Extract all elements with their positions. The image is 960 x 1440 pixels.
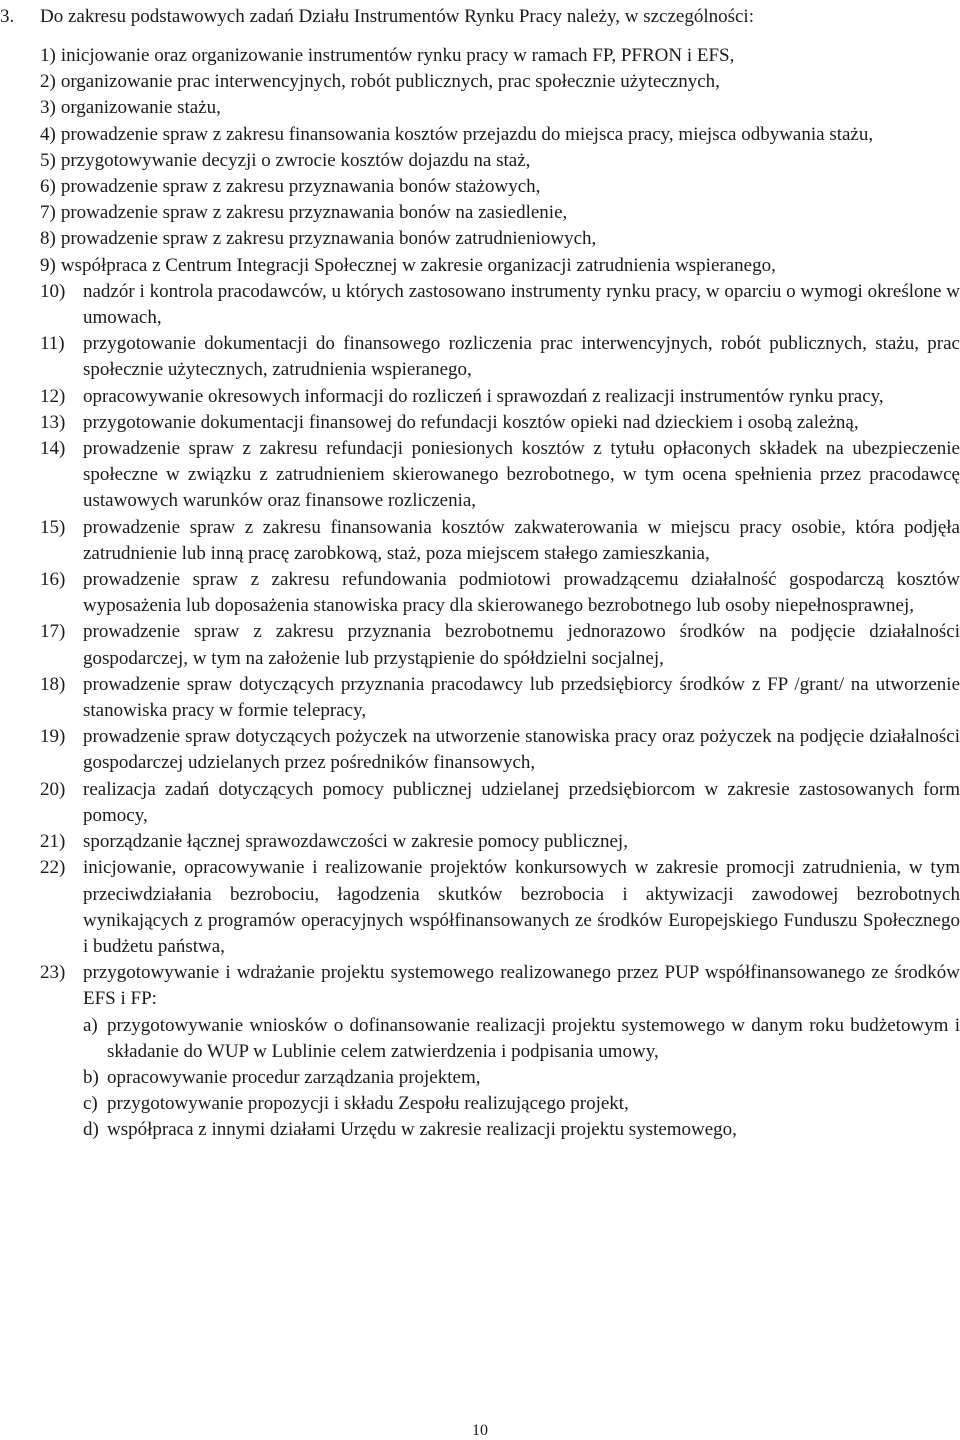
list-item xyxy=(40,436,960,515)
item-number: 7) xyxy=(40,202,56,224)
item-number: 1) xyxy=(40,45,56,66)
sub-list-item xyxy=(83,1091,960,1117)
item-number: 9) xyxy=(40,254,56,276)
item-number: 5) xyxy=(40,149,56,171)
list-item xyxy=(40,279,960,331)
item-text: prowadzenie spraw z zakresu przyznania bezrobotnemu jednorazowo środków na podjęcie działalności gospodarczej, w tym na założenie lub przystąpienie do spółdzielni socjalnej, xyxy=(83,621,960,669)
item-text: prowadzenie spraw dotyczących przyznania pracodawcy lub przedsiębiorcy środków z FP /grant/ na utworzenie stanowiska pracy w formie telepracy, xyxy=(83,673,960,722)
list-item xyxy=(40,43,960,69)
item-text xyxy=(83,960,960,1143)
sub-list-item xyxy=(83,1013,960,1065)
item-number: 15) xyxy=(40,516,66,538)
item-text: nadzór i kontrola pracodawców, u których zastosowano instrumenty rynku pracy, w oparciu o wymogi określone w umowach, xyxy=(83,280,960,329)
item-text-main: przygotowywanie i wdrażanie projektu systemowego realizowanego przez PUP współfinansowanego ze środków EFS i FP: xyxy=(83,962,960,1010)
list-item xyxy=(40,95,960,121)
sub-item-text: opracowywanie procedur zarządzania projektem, xyxy=(107,1066,481,1088)
sub-item-letter: d) xyxy=(83,1119,99,1141)
list-item xyxy=(40,122,960,148)
list-item xyxy=(40,69,960,95)
section-number: 3. xyxy=(0,6,15,27)
sub-list xyxy=(83,1013,960,1144)
item-text: prowadzenie spraw z zakresu refundacji poniesionych kosztów z tytułu opłaconych składek na ubezpieczenie społeczne w związku z zatrudnieniem skierowanego bezrobotnego, w tym ocena spełnienia przez pracodawcę ustawowych warunków oraz finansowe rozliczenia, xyxy=(83,438,960,512)
item-text: prowadzenie spraw z zakresu finansowania kosztów przejazdu do miejsca pracy, miejsca odbywania stażu, xyxy=(60,123,874,145)
section-heading xyxy=(0,4,754,30)
list-item xyxy=(40,829,960,855)
page-number: 10 xyxy=(472,1422,488,1439)
item-number: 18) xyxy=(40,673,66,695)
item-number: 6) xyxy=(40,176,56,198)
item-number: 23) xyxy=(40,962,66,984)
item-text: przygotowywanie decyzji o zwrocie kosztów dojazdu na staż, xyxy=(60,149,531,171)
list-item xyxy=(40,174,960,200)
item-number: 20) xyxy=(40,778,66,800)
sub-item-letter: b) xyxy=(83,1066,99,1088)
item-number: 10) xyxy=(40,280,66,302)
item-text: opracowywanie okresowych informacji do rozliczeń i sprawozdań z realizacji instrumentów rynku pracy, xyxy=(83,385,884,407)
list-item xyxy=(40,855,960,960)
item-number: 16) xyxy=(40,569,66,591)
item-number: 19) xyxy=(40,726,66,748)
sub-item-text: współpraca z innymi działami Urzędu w zakresie realizacji projektu systemowego, xyxy=(107,1119,737,1141)
sub-item-letter: a) xyxy=(83,1014,98,1036)
item-text: prowadzenie spraw z zakresu przyznawania bonów na zasiedlenie, xyxy=(60,202,568,224)
list-item xyxy=(40,200,960,226)
item-number: 17) xyxy=(40,621,66,643)
list-item xyxy=(40,410,960,436)
list-item xyxy=(40,331,960,383)
list-item xyxy=(40,226,960,252)
item-text: prowadzenie spraw z zakresu przyznawania bonów zatrudnieniowych, xyxy=(60,228,597,250)
sub-list-item xyxy=(83,1117,960,1143)
section-title: Do zakresu podstawowych zadań Działu Instrumentów Rynku Pracy należy, w szczególności: xyxy=(40,6,754,27)
item-text: prowadzenie spraw dotyczących pożyczek na utworzenie stanowiska pracy oraz pożyczek na podjęcie działalności gospodarczej udzielanych przez pośredników finansowych, xyxy=(83,726,960,774)
item-text: przygotowanie dokumentacji finansowej do refundacji kosztów opieki nad dzieckiem i osobą zależną, xyxy=(83,411,859,433)
list-item xyxy=(40,777,960,829)
item-number: 11) xyxy=(40,333,65,355)
item-text: prowadzenie spraw z zakresu przyznawania bonów stażowych, xyxy=(60,176,541,198)
item-text: prowadzenie spraw z zakresu finansowania kosztów zakwaterowania w miejscu pracy osobie, która podjęła zatrudnienie lub inną pracę zarobkową, staż, poza miejscem stałego zamieszkania, xyxy=(83,516,960,564)
item-number: 4) xyxy=(40,123,56,145)
list-item xyxy=(40,567,960,619)
item-text: inicjowanie oraz organizowanie instrumentów rynku pracy w ramach FP, PFRON i EFS, xyxy=(60,45,735,66)
item-number: 3) xyxy=(40,97,56,119)
item-number: 12) xyxy=(40,385,66,407)
item-text: organizowanie prac interwencyjnych, robót publicznych, prac społecznie użytecznych, xyxy=(60,71,720,93)
list-item xyxy=(40,724,960,776)
item-text: realizacja zadań dotyczących pomocy publicznej udzielanej przedsiębiorcom w zakresie zastosowanych form pomocy, xyxy=(83,778,960,826)
item-number: 21) xyxy=(40,831,66,853)
list-item xyxy=(40,672,960,724)
duties-list xyxy=(40,43,960,1144)
list-item xyxy=(40,619,960,671)
item-number: 13) xyxy=(40,411,66,433)
item-number: 22) xyxy=(40,857,66,879)
item-text: sporządzanie łącznej sprawozdawczości w zakresie pomocy publicznej, xyxy=(83,831,628,853)
item-text: organizowanie stażu, xyxy=(60,97,221,119)
sub-list-item xyxy=(83,1065,960,1091)
list-item xyxy=(40,515,960,567)
item-number: 14) xyxy=(40,438,66,460)
list-item xyxy=(40,384,960,410)
item-text: przygotowanie dokumentacji do finansowego rozliczenia prac interwencyjnych, robót publicznych, stażu, prac społecznie użytecznych, zatrudnienia wspieranego, xyxy=(83,333,960,381)
item-number: 2) xyxy=(40,71,56,93)
list-item xyxy=(40,148,960,174)
item-text: inicjowanie, opracowywanie i realizowanie projektów konkursowych w zakresie promocji zatrudnienia, w tym przeciwdziałania bezrobociu, łagodzenia skutków bezrobocia i aktywizacji zawodowej bezrobotnych wynikających z programów operacyjnych współfinansowanych ze środków Europejskiego Funduszu Społecznego i budżetu państwa, xyxy=(83,857,960,957)
sub-item-text: przygotowywanie wniosków o dofinansowanie realizacji projektu systemowego w danym roku budżetowym i składanie do WUP w Lublinie celem zatwierdzenia i podpisania umowy, xyxy=(107,1014,960,1062)
sub-item-letter: c) xyxy=(83,1093,98,1115)
sub-item-text: przygotowywanie propozycji i składu Zespołu realizującego projekt, xyxy=(107,1093,629,1115)
item-text: prowadzenie spraw z zakresu refundowania podmiotowi prowadzącemu działalność gospodarczą kosztów wyposażenia lub doposażenia stanowiska pracy dla skierowanego bezrobotnego lub osoby niepełnosprawnej, xyxy=(83,569,960,617)
item-text: współpraca z Centrum Integracji Społecznej w zakresie organizacji zatrudnienia wspieranego, xyxy=(60,254,776,276)
item-number: 8) xyxy=(40,228,56,250)
list-item xyxy=(40,253,960,279)
list-item xyxy=(40,960,960,1143)
